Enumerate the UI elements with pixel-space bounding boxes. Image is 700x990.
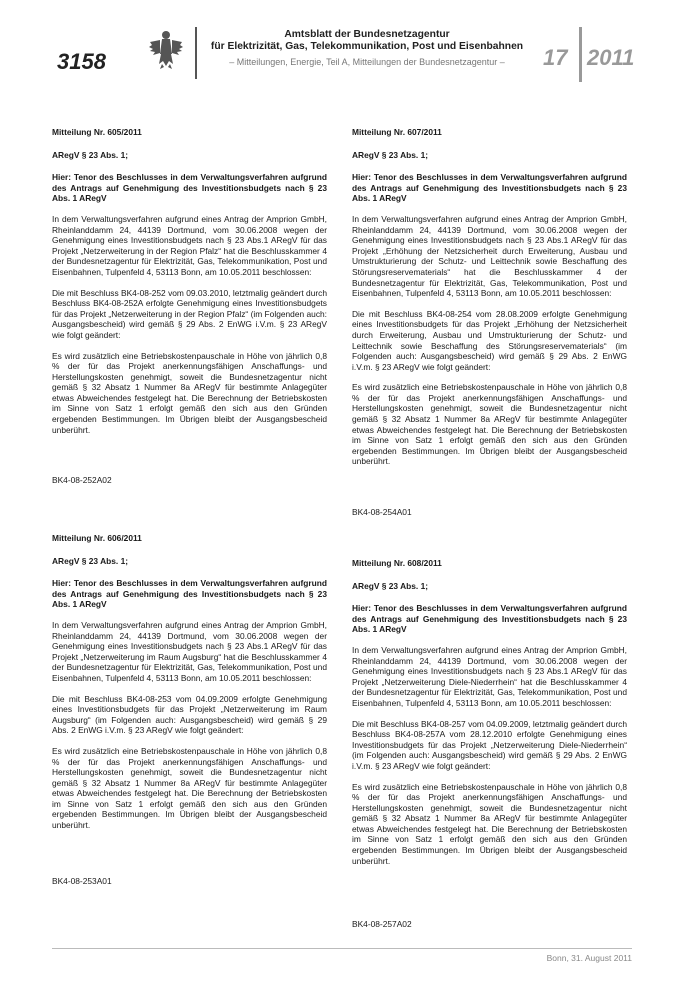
article-subject: Hier: Tenor des Beschlusses in dem Verwaltungsverfahren aufgrund des Antrags auf Genehmigung des Investitionsbudgets nach § 23 Abs. 1 ARegV (52, 578, 327, 610)
article-paragraph: Es wird zusätzlich eine Betriebskostenpauschale in Höhe von jährlich 0,8 % der für das Projekt anerkennungsfähigen Anschaffungs- und Herstellungskosten genehmigt, soweit die Bundesnetzagentur nicht gemäß § 32 Absatz 1 Nummer 8a ARegV für bestimmte Anlagegüter etwas Abweichendes festgelegt hat. Die Berechnung der Betriebskosten im Sinne von Satz 1 erfolgt gemäß den sich aus den Gründen ergebenden Bestimmungen. Im Übrigen bleibt der Ausgangsbescheid unberührt. (52, 745, 327, 831)
article-law-reference: ARegV § 23 Abs. 1; (352, 580, 429, 591)
journal-title-line2: für Elektrizität, Gas, Telekommunikation, Post und Eisenbahnen (210, 41, 524, 52)
article-605 (52, 127, 327, 497)
article-reference-code: BK4-08-254A01 (352, 507, 412, 517)
article-paragraph: In dem Verwaltungsverfahren aufgrund eines Antrag der Amprion GmbH, Rheinlanddamm 24, 44139 Dortmund, vom 30.06.2008 wegen der Genehmigung eines Investitionsbudgets nach § 23 Abs.1 ARegV für das Projekt „Netzerweiterung im Raum Augsburg“ hat die Beschlusskammer 4 der Bundesnetzagentur für Elektrizität, Gas, Telekommunikation, Post und Eisenbahnen, Tulpenfeld 4, 53113 Bonn, am 10.05.2011 beschlossen: (52, 619, 327, 683)
footer-divider (52, 948, 632, 949)
federal-eagle-icon (148, 28, 184, 70)
article-paragraph: In dem Verwaltungsverfahren aufgrund eines Antrag der Amprion GmbH, Rheinlanddamm 24, 44139 Dortmund, vom 30.06.2008 wegen der Genehmigung eines Investitionsbudgets nach § 23 Abs.1 ARegV für das Projekt „Netzerweiterung Diele-Niederrhein“ hat die Beschlusskammer 4 der Bundesnetzagentur für Elektrizität, Gas, Telekommunikation, Post und Eisenbahnen, Tulpenfeld 4, 53113 Bonn, am 10.05.2011 beschlossen: (352, 644, 627, 708)
journal-subtitle: – Mitteilungen, Energie, Teil A, Mitteilungen der Bundesnetzagentur – (229, 57, 505, 67)
article-paragraph: Die mit Beschluss BK4-08-253 vom 04.09.2009 erfolgte Genehmigung eines Investitionsbudgets für das Projekt „Netzerweiterung im Raum Augsburg“ (im Folgenden auch: Ausgangsbescheid) wird gemäß § 29 Abs. 2 EnWG i.V.m. § 23 ARegV wie folgt geändert: (52, 693, 327, 736)
issue-divider (579, 27, 582, 82)
article-law-reference: ARegV § 23 Abs. 1; (52, 555, 129, 566)
article-law-reference: ARegV § 23 Abs. 1; (352, 149, 429, 160)
article-paragraph: In dem Verwaltungsverfahren aufgrund eines Antrag der Amprion GmbH, Rheinlanddamm 24, 44139 Dortmund, vom 30.06.2008 wegen der Genehmigung eines Investitionsbudgets nach § 23 Abs.1 ARegV für das Projekt „Netzerweiterung in der Region Pfalz“ hat die Beschlusskammer 4 der Bundesnetzagentur für Elektrizität, Gas, Telekommunikation, Post und Eisenbahnen, Tulpenfeld 4, 53113 Bonn, am 10.05.2011 beschlossen: (52, 213, 327, 277)
article-paragraph: Es wird zusätzlich eine Betriebskostenpauschale in Höhe von jährlich 0,8 % der für das Projekt anerkennungsfähigen Anschaffungs- und Herstellungskosten genehmigt, soweit die Bundesnetzagentur nicht gemäß § 32 Absatz 1 Nummer 8a ARegV für bestimmte Anlagegüter etwas Abweichendes festgelegt hat. Die Berechnung der Betriebskosten im Sinne von Satz 1 erfolgt gemäß den sich aus den Gründen ergebenden Bestimmungen. Im Übrigen bleibt der Ausgangsbescheid unberührt. (352, 781, 627, 866)
article-subject: Hier: Tenor des Beschlusses in dem Verwaltungsverfahren aufgrund des Antrags auf Genehmigung des Investitionsbudgets nach § 23 Abs. 1 ARegV (352, 172, 627, 204)
article-paragraph: In dem Verwaltungsverfahren aufgrund eines Antrag der Amprion GmbH, Rheinlanddamm 24, 44139 Dortmund, vom 30.06.2008 wegen der Genehmigung eines Investitionsbudgets nach § 23 Abs.1 ARegV für das Projekt „Erhöhung der Netzsicherheit durch Erweiterung, Ausbau und Umstrukturierung der Schutz- und Leittechnik sowie Beschaffung des Störungsreservematerials“ hat die Beschlusskammer 4 der Bundesnetzagentur für Elektrizität, Gas, Telekommunikation, Post und Eisenbahnen, Tulpenfeld 4, 53113 Bonn, am 10.05.2011 beschlossen: (352, 213, 627, 299)
article-reference-code: BK4-08-253A01 (52, 876, 112, 886)
issue-number: 17 (543, 45, 568, 70)
page-number: 3158 (57, 49, 106, 74)
header-divider (195, 27, 197, 79)
journal-title (206, 29, 528, 53)
article-heading: Mitteilung Nr. 607/2011 (352, 127, 442, 137)
article-heading: Mitteilung Nr. 606/2011 (52, 533, 142, 543)
issue-year: 2011 (587, 45, 635, 70)
article-law-reference: ARegV § 23 Abs. 1; (52, 149, 129, 160)
article-subject: Hier: Tenor des Beschlusses in dem Verwaltungsverfahren aufgrund des Antrags auf Genehmigung des Investitionsbudgets nach § 23 Abs. 1 ARegV (352, 603, 627, 635)
article-subject: Hier: Tenor des Beschlusses in dem Verwaltungsverfahren aufgrund des Antrags auf Genehmigung des Investitionsbudgets nach § 23 Abs. 1 ARegV (52, 172, 327, 204)
article-paragraph: Es wird zusätzlich eine Betriebskostenpauschale in Höhe von jährlich 0,8 % der für das Projekt anerkennungsfähigen Anschaffungs- und Herstellungskosten genehmigt, soweit die Bundesnetzagentur nicht gemäß § 32 Absatz 1 Nummer 8a ARegV für bestimmte Anlagegüter etwas Abweichendes festgelegt hat. Die Berechnung der Betriebskosten im Sinne von Satz 1 erfolgt gemäß den sich aus den Gründen ergebenden Bestimmungen. Im Übrigen bleibt der Ausgangsbescheid unberührt. (352, 382, 627, 467)
article-reference-code: BK4-08-252A02 (52, 475, 112, 485)
article-608 (352, 558, 627, 933)
article-heading: Mitteilung Nr. 608/2011 (352, 558, 442, 568)
article-paragraph: Die mit Beschluss BK4-08-252 vom 09.03.2010, letztmalig geändert durch Beschluss BK4-08-252A erfolgte Genehmigung eines Investitionsbudgets für das Projekt „Netzerweiterung in der Region Pfalz“ (im Folgenden auch: Ausgangsbescheid) wird gemäß § 29 Abs. 2 EnWG i.V.m. § 23 ARegV wie folgt geändert: (52, 287, 327, 340)
article-reference-code: BK4-08-257A02 (352, 919, 412, 929)
article-heading: Mitteilung Nr. 605/2011 (52, 127, 142, 137)
article-paragraph: Die mit Beschluss BK4-08-257 vom 04.09.2009, letztmalig geändert durch Beschluss BK4-08-257A vom 28.12.2010 erfolgte Genehmigung eines Investitionsbudgets für das Projekt „Netzerweiterung Diele-Niederrhein“ (im Folgenden auch: Ausgangsbescheid) wird gemäß § 29 Abs. 2 EnWG i.V.m. § 23 ARegV wie folgt geändert: (352, 718, 627, 771)
article-606 (52, 533, 327, 893)
article-paragraph: Die mit Beschluss BK4-08-254 vom 28.08.2009 erfolgte Genehmigung eines Investitionsbudgets für das Projekt „Erhöhung der Netzsicherheit durch Erweiterung, Ausbau und Umstrukturierung der Schutz- und Leittechnik sowie Beschaffung des Störungsreservematerials“ (im Folgenden auch: Ausgangsbescheid) wird gemäß § 29 Abs. 2 EnWG i.V.m. § 23 ARegV wie folgt geändert: (352, 308, 627, 372)
article-607 (352, 127, 627, 522)
journal-title-line1: Amtsblatt der Bundesnetzagentur (284, 29, 450, 40)
footer-date: Bonn, 31. August 2011 (546, 953, 632, 963)
article-paragraph: Es wird zusätzlich eine Betriebskostenpauschale in Höhe von jährlich 0,8 % der für das Projekt anerkennungsfähigen Anschaffungs- und Herstellungskosten genehmigt, soweit die Bundesnetzagentur nicht gemäß § 32 Absatz 1 Nummer 8a ARegV für bestimmte Anlagegüter etwas Abweichendes festgelegt hat. Die Berechnung der Betriebskosten im Sinne von Satz 1 erfolgt gemäß den sich aus den Gründen ergebenden Bestimmungen. Im Übrigen bleibt der Ausgangsbescheid unberührt. (52, 350, 327, 435)
